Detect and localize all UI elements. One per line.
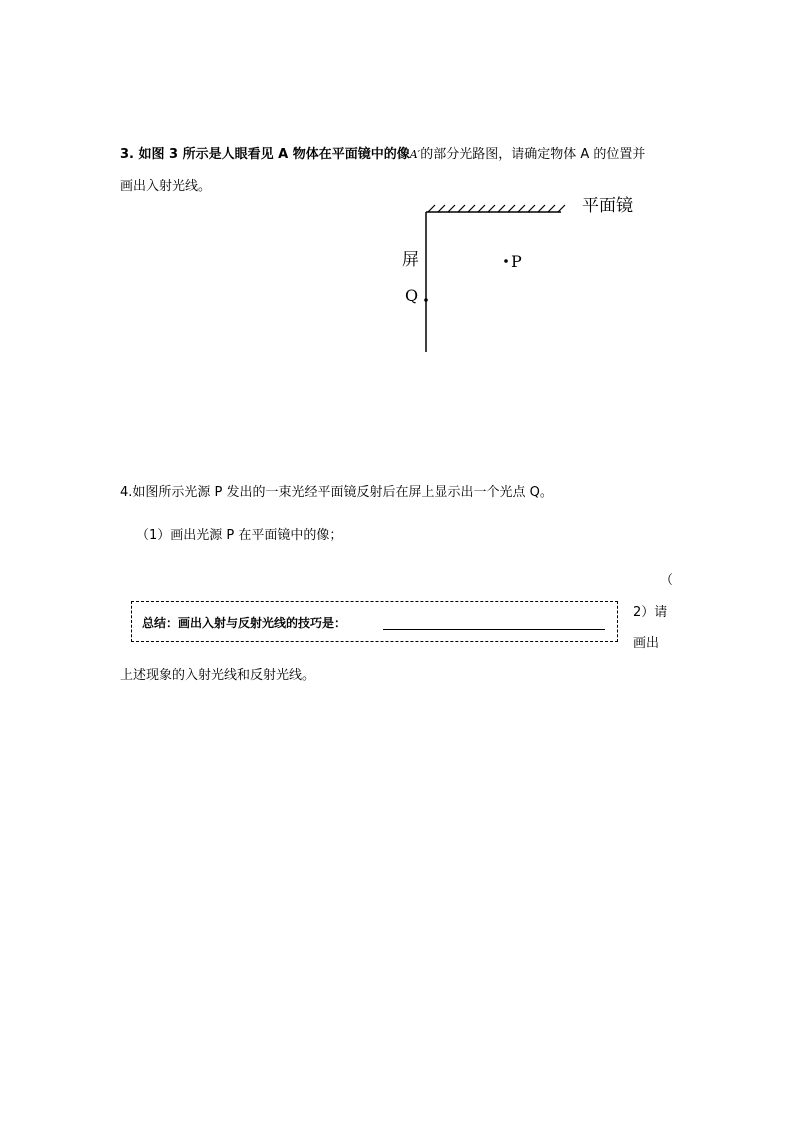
q4-part1: （1）画出光源 P 在平面镜中的像； — [136, 528, 343, 543]
summary-label: 总结：画出入射与反射光线的技巧是： — [142, 616, 347, 630]
q3-line1-pre: 3. 如图 3 所示是人眼看见 A 物体在平面镜中的像 — [120, 147, 410, 162]
q3-line1-post: 的部分光路图，请确定物体 A 的位置并 — [420, 147, 646, 162]
image-symbol: A′ — [409, 148, 421, 161]
summary-box — [131, 601, 618, 642]
summary-answer-line[interactable] — [383, 629, 605, 630]
q4-paren-open: （ — [660, 573, 674, 588]
point-p — [504, 259, 508, 263]
point-q — [424, 298, 428, 302]
mirror-label: 平面镜 — [582, 196, 633, 216]
q3-line1 — [120, 147, 645, 163]
q4-intro: 4.如图所示光源 P 发出的一束光经平面镜反射后在屏上显示出一个光点 Q。 — [120, 485, 553, 500]
q4-part2-fragment: 2）请 — [633, 605, 668, 620]
point-q-label: Q — [405, 286, 419, 305]
point-p-label: P — [511, 252, 522, 271]
q4-part2-continued: 上述现象的入射光线和反射光线。 — [120, 668, 316, 683]
mirror-screen-diagram — [390, 190, 650, 360]
screen-label: 屏 — [402, 250, 419, 270]
mirror-hatching — [428, 205, 565, 212]
q4-part2-fragment2: 画出 — [633, 636, 660, 651]
q3-line2: 画出入射光线。 — [120, 179, 212, 194]
